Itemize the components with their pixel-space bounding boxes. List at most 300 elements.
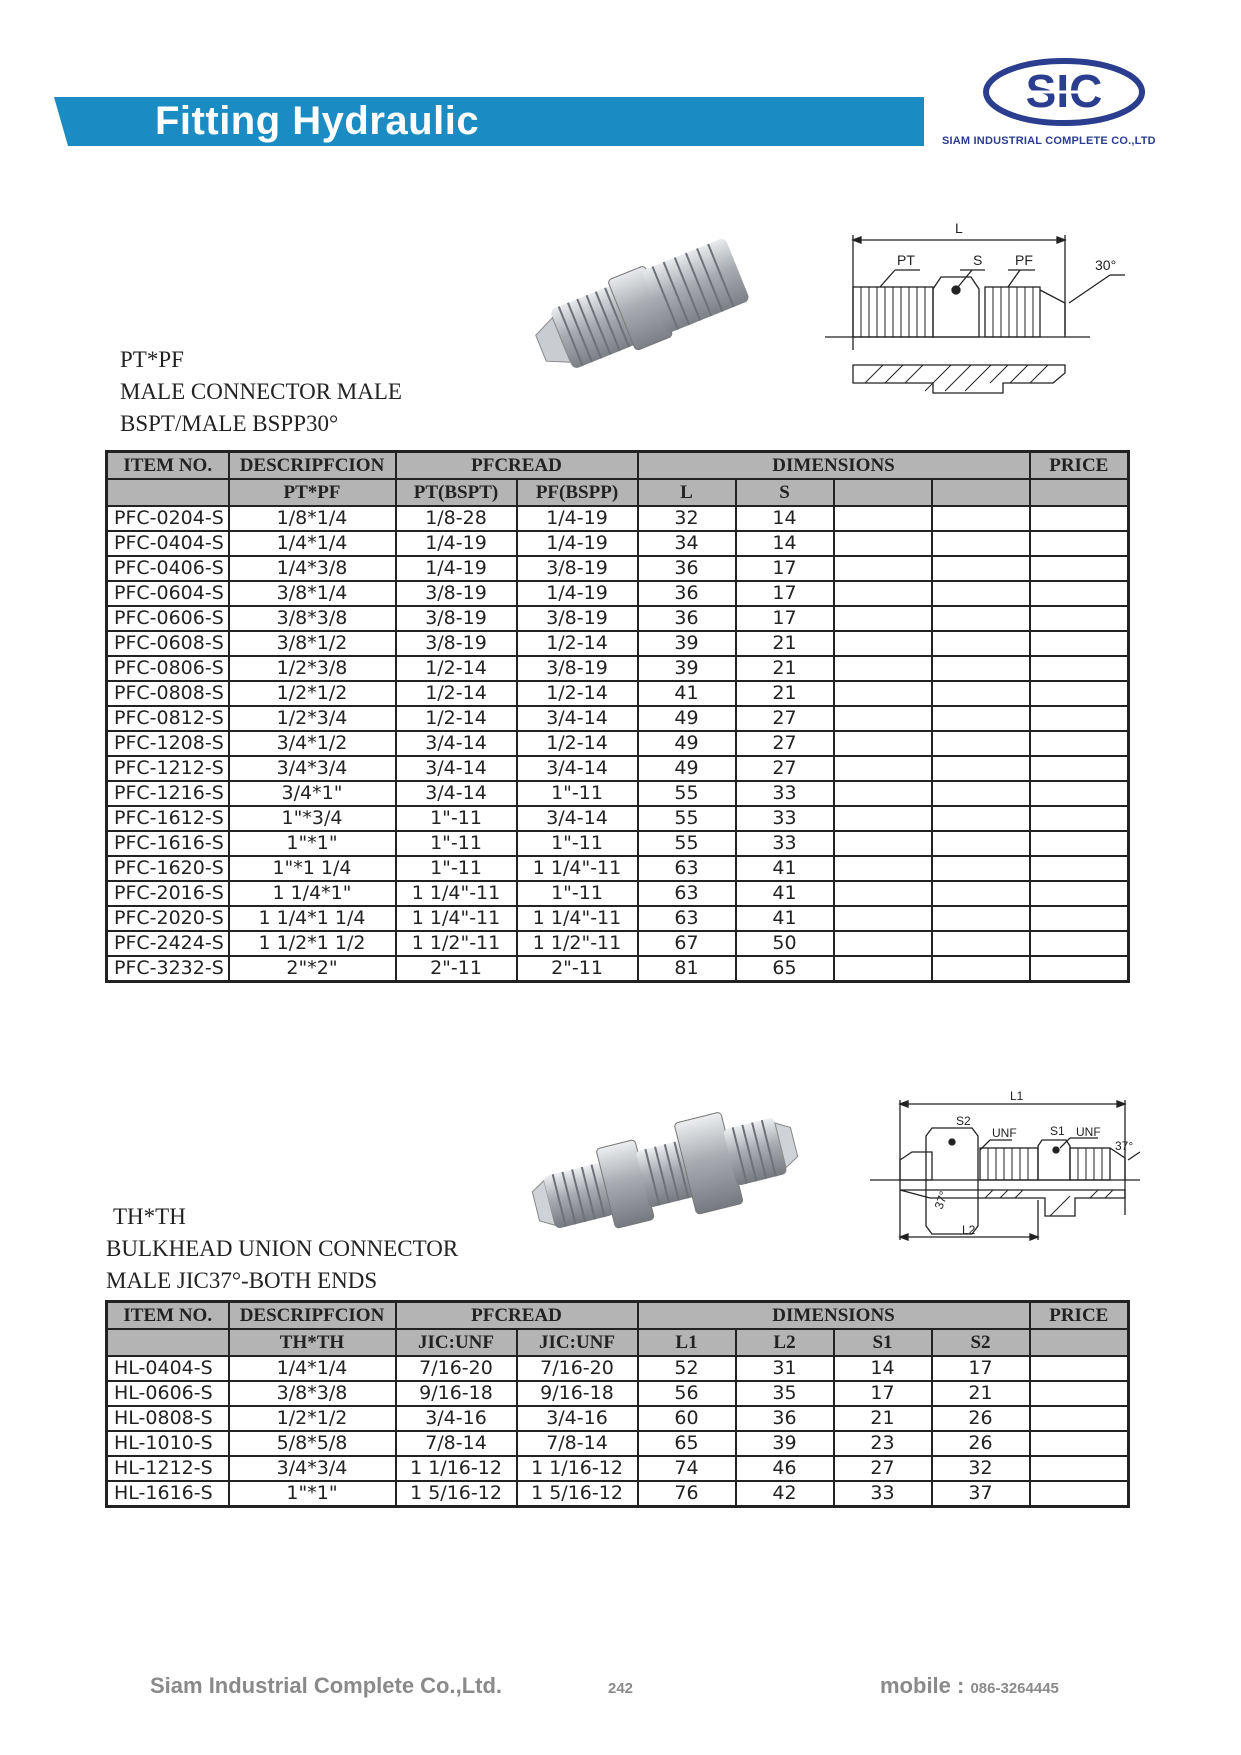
table-cell: 36 bbox=[736, 1406, 834, 1431]
item-number-cell: PFC-1620-S bbox=[107, 856, 229, 881]
table-cell: 1/2-14 bbox=[517, 731, 638, 756]
header-description: DESCRIPFCION bbox=[229, 452, 396, 480]
table-cell: 36 bbox=[638, 556, 736, 581]
table-cell: 14 bbox=[736, 531, 834, 556]
table-cell: 36 bbox=[638, 581, 736, 606]
table-row bbox=[107, 531, 1129, 556]
sub-header bbox=[1030, 479, 1129, 506]
bulkhead-union-drawing bbox=[870, 1090, 1140, 1250]
table-cell: 55 bbox=[638, 831, 736, 856]
company-logo bbox=[982, 57, 1147, 127]
table-row bbox=[107, 556, 1129, 581]
table-cell: 26 bbox=[932, 1431, 1030, 1456]
table-cell: 3/4-14 bbox=[396, 756, 517, 781]
dim-label-angle-a: 37° bbox=[931, 1189, 952, 1212]
page-number: 242 bbox=[608, 1680, 634, 1697]
table-cell: 67 bbox=[638, 931, 736, 956]
table-row bbox=[107, 581, 1129, 606]
table-cell: 1/2-14 bbox=[396, 706, 517, 731]
table-cell bbox=[1030, 881, 1129, 906]
table-cell: 65 bbox=[736, 956, 834, 982]
table-cell: 1"-11 bbox=[517, 781, 638, 806]
header-price: PRICE bbox=[1030, 452, 1129, 480]
table-cell: 39 bbox=[736, 1431, 834, 1456]
section1-code: PT*PF bbox=[120, 347, 184, 372]
group-header-row bbox=[107, 452, 1129, 480]
table-cell: 1/2-14 bbox=[517, 631, 638, 656]
item-number-cell: PFC-0404-S bbox=[107, 531, 229, 556]
table-cell: 1"-11 bbox=[517, 881, 638, 906]
sub-header: S1 bbox=[834, 1329, 932, 1356]
table-cell: 21 bbox=[834, 1406, 932, 1431]
header-price: PRICE bbox=[1030, 1302, 1129, 1330]
table-cell: 37 bbox=[932, 1481, 1030, 1507]
table-cell bbox=[1030, 681, 1129, 706]
table-cell: 49 bbox=[638, 756, 736, 781]
table-cell: 1/2*1/2 bbox=[229, 681, 396, 706]
table-cell: 7/16-20 bbox=[517, 1356, 638, 1381]
table-cell bbox=[834, 756, 932, 781]
table-cell: 1 1/4*1 1/4 bbox=[229, 906, 396, 931]
item-number-cell: HL-0808-S bbox=[107, 1406, 229, 1431]
table-row bbox=[107, 1481, 1129, 1507]
item-number-cell: PFC-2424-S bbox=[107, 931, 229, 956]
table-cell: 41 bbox=[736, 881, 834, 906]
table-cell bbox=[932, 581, 1030, 606]
table-cell: 65 bbox=[638, 1431, 736, 1456]
table-cell: 3/4-14 bbox=[517, 706, 638, 731]
dim-label-pf: PF bbox=[1015, 252, 1033, 268]
table-cell: 1/2*3/8 bbox=[229, 656, 396, 681]
table-cell bbox=[1030, 656, 1129, 681]
table-cell bbox=[1030, 556, 1129, 581]
table-cell: 1 1/4"-11 bbox=[396, 881, 517, 906]
bulkhead-union-table bbox=[105, 1300, 1130, 1508]
table-cell: 36 bbox=[638, 606, 736, 631]
table-cell: 1 5/16-12 bbox=[396, 1481, 517, 1507]
table-cell: 3/4-14 bbox=[517, 806, 638, 831]
table-cell: 32 bbox=[932, 1456, 1030, 1481]
table-cell bbox=[834, 681, 932, 706]
table-cell: 1 1/4"-11 bbox=[396, 906, 517, 931]
table-cell: 74 bbox=[638, 1456, 736, 1481]
table-cell bbox=[1030, 806, 1129, 831]
table-cell: 1/4-19 bbox=[517, 531, 638, 556]
sub-header: L2 bbox=[736, 1329, 834, 1356]
table-cell: 1"*1" bbox=[229, 831, 396, 856]
table-cell: 63 bbox=[638, 881, 736, 906]
item-number-cell: PFC-0808-S bbox=[107, 681, 229, 706]
table-cell bbox=[1030, 931, 1129, 956]
table-cell: 26 bbox=[932, 1406, 1030, 1431]
table-cell bbox=[932, 956, 1030, 982]
table-row bbox=[107, 706, 1129, 731]
table-cell: 55 bbox=[638, 781, 736, 806]
table-cell: 33 bbox=[736, 781, 834, 806]
table-cell: 76 bbox=[638, 1481, 736, 1507]
table-cell: 17 bbox=[736, 606, 834, 631]
dim-label-unf-a: UNF bbox=[992, 1126, 1017, 1140]
table-cell: 1 1/4"-11 bbox=[517, 856, 638, 881]
dim-label-s: S bbox=[973, 252, 983, 268]
table-cell bbox=[932, 656, 1030, 681]
table-cell bbox=[834, 906, 932, 931]
table-cell bbox=[932, 681, 1030, 706]
table-cell: 1 1/2"-11 bbox=[517, 931, 638, 956]
table-cell: 1/8*1/4 bbox=[229, 506, 396, 531]
table-cell bbox=[834, 706, 932, 731]
section2-name-line2: MALE JIC37°-BOTH ENDS bbox=[106, 1268, 378, 1293]
table-cell: 3/4-14 bbox=[517, 756, 638, 781]
table-cell: 27 bbox=[736, 756, 834, 781]
table-cell: 23 bbox=[834, 1431, 932, 1456]
item-number-cell: PFC-0406-S bbox=[107, 556, 229, 581]
item-number-cell: HL-1010-S bbox=[107, 1431, 229, 1456]
sub-header bbox=[107, 1329, 229, 1356]
table-cell: 1 1/16-12 bbox=[396, 1456, 517, 1481]
table-cell: 33 bbox=[834, 1481, 932, 1507]
table-row bbox=[107, 1381, 1129, 1406]
table-row bbox=[107, 1406, 1129, 1431]
table-cell bbox=[932, 556, 1030, 581]
table-cell: 3/8-19 bbox=[396, 606, 517, 631]
sub-header-row bbox=[107, 1329, 1129, 1356]
item-number-cell: PFC-1212-S bbox=[107, 756, 229, 781]
dim-label-l: L bbox=[955, 220, 963, 236]
table-cell: 1/4-19 bbox=[517, 506, 638, 531]
sub-header bbox=[1030, 1329, 1129, 1356]
item-number-cell: PFC-1216-S bbox=[107, 781, 229, 806]
header-thread: PFCREAD bbox=[396, 452, 638, 480]
item-number-cell: PFC-1612-S bbox=[107, 806, 229, 831]
table-cell: 3/4*3/4 bbox=[229, 756, 396, 781]
table-row bbox=[107, 756, 1129, 781]
table-cell: 3/4*1" bbox=[229, 781, 396, 806]
table-cell: 1"-11 bbox=[517, 831, 638, 856]
table-cell bbox=[932, 756, 1030, 781]
table-cell: 49 bbox=[638, 706, 736, 731]
table-cell: 14 bbox=[834, 1356, 932, 1381]
table-cell bbox=[932, 931, 1030, 956]
footer-mobile bbox=[880, 1673, 1059, 1699]
table-cell: 41 bbox=[638, 681, 736, 706]
table-cell: 2"-11 bbox=[517, 956, 638, 982]
table-cell bbox=[1030, 831, 1129, 856]
header-item-no: ITEM NO. bbox=[107, 452, 229, 480]
table-cell bbox=[1030, 1431, 1129, 1456]
table-cell: 1 1/16-12 bbox=[517, 1456, 638, 1481]
table-cell: 3/4-14 bbox=[396, 781, 517, 806]
item-number-cell: PFC-0204-S bbox=[107, 506, 229, 531]
male-connector-photo bbox=[525, 235, 760, 380]
mobile-number: 086-3264445 bbox=[970, 1680, 1059, 1697]
table-row bbox=[107, 881, 1129, 906]
table-cell: 42 bbox=[736, 1481, 834, 1507]
table-cell: 41 bbox=[736, 856, 834, 881]
table-cell: 17 bbox=[834, 1381, 932, 1406]
table-row bbox=[107, 956, 1129, 982]
table-cell: 21 bbox=[736, 631, 834, 656]
table-cell: 14 bbox=[736, 506, 834, 531]
table-cell: 55 bbox=[638, 806, 736, 831]
table-cell: 49 bbox=[638, 731, 736, 756]
table-cell: 3/8-19 bbox=[517, 556, 638, 581]
table-cell: 27 bbox=[736, 731, 834, 756]
table-cell bbox=[932, 806, 1030, 831]
table-cell: 1/4-19 bbox=[517, 581, 638, 606]
table-cell bbox=[1030, 706, 1129, 731]
table-cell: 17 bbox=[736, 581, 834, 606]
table-cell bbox=[932, 506, 1030, 531]
table-cell: 21 bbox=[736, 656, 834, 681]
section1-name-line2: BSPT/MALE BSPP30° bbox=[120, 411, 339, 436]
table-cell bbox=[1030, 1481, 1129, 1507]
sub-header: PT*PF bbox=[229, 479, 396, 506]
table-cell: 3/4*3/4 bbox=[229, 1456, 396, 1481]
table-cell bbox=[834, 656, 932, 681]
table-cell: 1/2*1/2 bbox=[229, 1406, 396, 1431]
table-cell: 3/8*1/2 bbox=[229, 631, 396, 656]
item-number-cell: PFC-0604-S bbox=[107, 581, 229, 606]
table-cell: 1 1/4"-11 bbox=[517, 906, 638, 931]
table-cell bbox=[932, 706, 1030, 731]
table-cell: 7/8-14 bbox=[396, 1431, 517, 1456]
table-cell: 41 bbox=[736, 906, 834, 931]
table-cell: 1/4*1/4 bbox=[229, 531, 396, 556]
company-tagline: SIAM INDUSTRIAL COMPLETE CO.,LTD bbox=[942, 135, 1156, 147]
table-cell: 7/16-20 bbox=[396, 1356, 517, 1381]
sub-header: PF(BSPP) bbox=[517, 479, 638, 506]
table-cell bbox=[834, 606, 932, 631]
footer-company: Siam Industrial Complete Co.,Ltd. bbox=[150, 1673, 503, 1698]
table-cell: 3/4-16 bbox=[517, 1406, 638, 1431]
sub-header-row bbox=[107, 479, 1129, 506]
table-cell bbox=[932, 831, 1030, 856]
table-cell: 17 bbox=[736, 556, 834, 581]
table-cell: 39 bbox=[638, 631, 736, 656]
sub-header bbox=[932, 479, 1030, 506]
table-cell bbox=[1030, 506, 1129, 531]
header-dimensions: DIMENSIONS bbox=[638, 452, 1030, 480]
table-cell: 1/2-14 bbox=[396, 681, 517, 706]
table-cell: 33 bbox=[736, 831, 834, 856]
table-row bbox=[107, 606, 1129, 631]
table-row bbox=[107, 781, 1129, 806]
table-cell: 9/16-18 bbox=[396, 1381, 517, 1406]
dim-label-pt: PT bbox=[897, 252, 915, 268]
table-cell: 50 bbox=[736, 931, 834, 956]
table-cell: 1/2-14 bbox=[396, 656, 517, 681]
dim-label-l2: L2 bbox=[962, 1223, 976, 1237]
section2-code: TH*TH bbox=[113, 1204, 186, 1229]
table-cell: 1"-11 bbox=[396, 831, 517, 856]
group-header-row bbox=[107, 1302, 1129, 1330]
table-cell bbox=[932, 906, 1030, 931]
header-dimensions: DIMENSIONS bbox=[638, 1302, 1030, 1330]
table-cell bbox=[834, 781, 932, 806]
table-cell bbox=[834, 931, 932, 956]
table-cell: 2"*2" bbox=[229, 956, 396, 982]
table-cell: 31 bbox=[736, 1356, 834, 1381]
table-cell bbox=[932, 531, 1030, 556]
dim-label-angle: 30° bbox=[1095, 257, 1117, 273]
table-row bbox=[107, 1456, 1129, 1481]
sub-header: JIC:UNF bbox=[517, 1329, 638, 1356]
table-cell: 1/2*3/4 bbox=[229, 706, 396, 731]
table-cell bbox=[932, 881, 1030, 906]
table-cell: 21 bbox=[932, 1381, 1030, 1406]
table-cell bbox=[1030, 906, 1129, 931]
table-row bbox=[107, 1356, 1129, 1381]
table-row bbox=[107, 656, 1129, 681]
sub-header: S bbox=[736, 479, 834, 506]
table-cell: 5/8*5/8 bbox=[229, 1431, 396, 1456]
item-number-cell: HL-0404-S bbox=[107, 1356, 229, 1381]
table-cell bbox=[932, 606, 1030, 631]
dim-label-l1: L1 bbox=[1010, 1090, 1024, 1103]
table-cell: 1/4*3/8 bbox=[229, 556, 396, 581]
table-cell: 2"-11 bbox=[396, 956, 517, 982]
table-cell bbox=[1030, 531, 1129, 556]
item-number-cell: PFC-1208-S bbox=[107, 731, 229, 756]
table-row bbox=[107, 1431, 1129, 1456]
table-cell: 9/16-18 bbox=[517, 1381, 638, 1406]
table-row bbox=[107, 681, 1129, 706]
sub-header: L1 bbox=[638, 1329, 736, 1356]
table-cell: 27 bbox=[736, 706, 834, 731]
table-cell: 7/8-14 bbox=[517, 1431, 638, 1456]
table-cell bbox=[1030, 1381, 1129, 1406]
table-cell bbox=[834, 556, 932, 581]
dim-label-unf-b: UNF bbox=[1076, 1125, 1101, 1139]
table-row bbox=[107, 806, 1129, 831]
male-connector-drawing bbox=[825, 215, 1135, 400]
table-row bbox=[107, 856, 1129, 881]
header-item-no: ITEM NO. bbox=[107, 1302, 229, 1330]
table-cell bbox=[834, 831, 932, 856]
table-cell: 1"-11 bbox=[396, 856, 517, 881]
table-cell bbox=[1030, 1356, 1129, 1381]
table-cell bbox=[1030, 631, 1129, 656]
table-cell bbox=[932, 856, 1030, 881]
sub-header: TH*TH bbox=[229, 1329, 396, 1356]
table-cell: 39 bbox=[638, 656, 736, 681]
table-cell: 3/8-19 bbox=[396, 581, 517, 606]
table-cell: 63 bbox=[638, 856, 736, 881]
table-cell bbox=[834, 856, 932, 881]
table-cell: 1 5/16-12 bbox=[517, 1481, 638, 1507]
table-cell: 17 bbox=[932, 1356, 1030, 1381]
table-row bbox=[107, 906, 1129, 931]
header-thread: PFCREAD bbox=[396, 1302, 638, 1330]
table-cell: 1"-11 bbox=[396, 806, 517, 831]
table-cell: 1/4-19 bbox=[396, 556, 517, 581]
table-cell bbox=[932, 631, 1030, 656]
table-cell bbox=[1030, 1406, 1129, 1431]
item-number-cell: PFC-2016-S bbox=[107, 881, 229, 906]
table-cell: 3/8*3/8 bbox=[229, 606, 396, 631]
table-cell bbox=[834, 731, 932, 756]
table-cell: 1"*3/4 bbox=[229, 806, 396, 831]
item-number-cell: PFC-1616-S bbox=[107, 831, 229, 856]
sub-header bbox=[107, 479, 229, 506]
table-row bbox=[107, 831, 1129, 856]
table-cell: 3/8*1/4 bbox=[229, 581, 396, 606]
table-cell bbox=[1030, 956, 1129, 982]
table-cell: 52 bbox=[638, 1356, 736, 1381]
sub-header: JIC:UNF bbox=[396, 1329, 517, 1356]
logo-text: SIC bbox=[1025, 65, 1103, 117]
item-number-cell: HL-1212-S bbox=[107, 1456, 229, 1481]
table-cell bbox=[834, 506, 932, 531]
sub-header: L bbox=[638, 479, 736, 506]
table-cell: 3/8-19 bbox=[517, 606, 638, 631]
item-number-cell: PFC-0812-S bbox=[107, 706, 229, 731]
dim-label-s1: S1 bbox=[1050, 1124, 1065, 1138]
table-cell bbox=[1030, 606, 1129, 631]
table-cell bbox=[834, 531, 932, 556]
table-cell bbox=[1030, 856, 1129, 881]
table-row bbox=[107, 506, 1129, 531]
table-cell: 1/4-19 bbox=[396, 531, 517, 556]
table-cell: 3/4*1/2 bbox=[229, 731, 396, 756]
table-cell bbox=[834, 806, 932, 831]
sub-header bbox=[834, 479, 932, 506]
table-cell bbox=[1030, 1456, 1129, 1481]
table-cell: 56 bbox=[638, 1381, 736, 1406]
table-cell: 46 bbox=[736, 1456, 834, 1481]
section1-name-line1: MALE CONNECTOR MALE bbox=[120, 379, 402, 404]
table-cell: 1"*1 1/4 bbox=[229, 856, 396, 881]
table-cell: 32 bbox=[638, 506, 736, 531]
table-cell bbox=[932, 781, 1030, 806]
bulkhead-union-photo bbox=[525, 1095, 805, 1245]
sub-header: S2 bbox=[932, 1329, 1030, 1356]
table-cell: 1 1/2*1 1/2 bbox=[229, 931, 396, 956]
table-cell: 1"*1" bbox=[229, 1481, 396, 1507]
table-cell: 60 bbox=[638, 1406, 736, 1431]
section2-name-line1: BULKHEAD UNION CONNECTOR bbox=[106, 1236, 459, 1261]
table-cell: 3/4-14 bbox=[396, 731, 517, 756]
dim-label-angle-b: 37° bbox=[1115, 1139, 1134, 1153]
item-number-cell: PFC-0608-S bbox=[107, 631, 229, 656]
table-cell bbox=[932, 731, 1030, 756]
table-cell: 3/4-16 bbox=[396, 1406, 517, 1431]
table-cell bbox=[834, 581, 932, 606]
table-cell: 3/8*3/8 bbox=[229, 1381, 396, 1406]
item-number-cell: PFC-0806-S bbox=[107, 656, 229, 681]
male-connector-table bbox=[105, 450, 1130, 983]
table-cell bbox=[834, 881, 932, 906]
table-cell bbox=[834, 956, 932, 982]
mobile-label: mobile : bbox=[880, 1673, 965, 1698]
table-cell bbox=[1030, 756, 1129, 781]
table-cell: 1/2-14 bbox=[517, 681, 638, 706]
table-cell: 21 bbox=[736, 681, 834, 706]
table-cell: 33 bbox=[736, 806, 834, 831]
table-row bbox=[107, 931, 1129, 956]
item-number-cell: HL-1616-S bbox=[107, 1481, 229, 1507]
item-number-cell: PFC-2020-S bbox=[107, 906, 229, 931]
item-number-cell: PFC-3232-S bbox=[107, 956, 229, 982]
table-cell: 1/4*1/4 bbox=[229, 1356, 396, 1381]
table-cell bbox=[834, 631, 932, 656]
table-cell bbox=[1030, 581, 1129, 606]
table-cell: 3/8-19 bbox=[396, 631, 517, 656]
table-cell: 34 bbox=[638, 531, 736, 556]
table-row bbox=[107, 631, 1129, 656]
dim-label-s2: S2 bbox=[956, 1114, 971, 1128]
